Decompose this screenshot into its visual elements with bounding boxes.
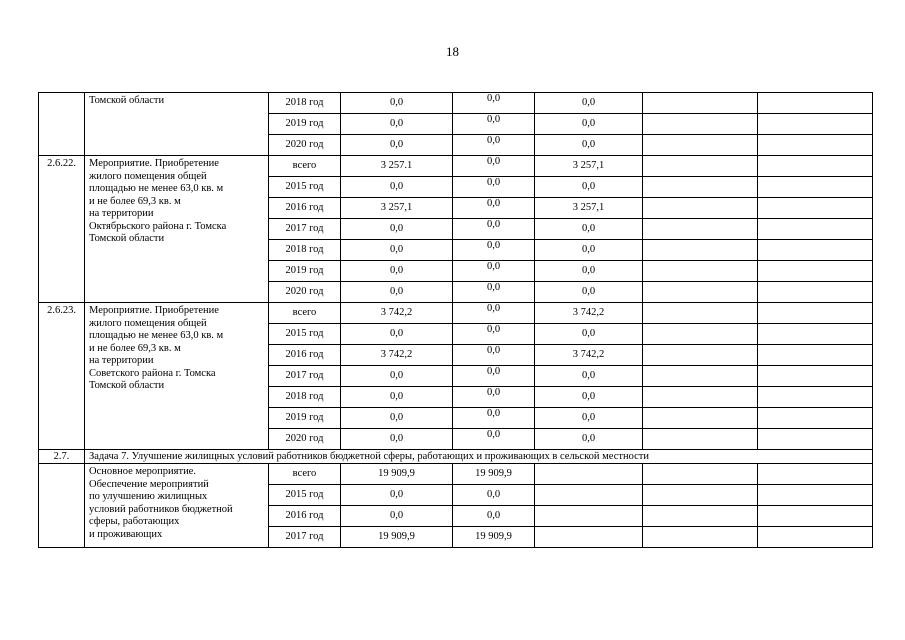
description-line: Советского района г. Томска [89, 367, 216, 379]
federal-cell [453, 408, 535, 429]
total-cell: 0,0 [341, 282, 453, 303]
other-cell [758, 156, 873, 177]
other-cell [758, 506, 873, 527]
regional-cell: 3 742,2 [535, 345, 643, 366]
local-cell [643, 93, 758, 114]
federal-cell [453, 324, 535, 345]
table-row [39, 93, 873, 114]
local-cell [643, 282, 758, 303]
description-line: Обеспечение мероприятий [89, 478, 209, 490]
description-line: на территории [89, 208, 154, 219]
table-body [39, 93, 873, 548]
total-cell: 0,0 [341, 93, 453, 114]
federal-cell [453, 198, 535, 219]
regional-cell: 0,0 [535, 219, 643, 240]
local-cell [643, 464, 758, 485]
other-cell [758, 408, 873, 429]
other-cell [758, 93, 873, 114]
total-cell: 0,0 [341, 485, 453, 506]
federal-value: 19 909,9 [475, 531, 512, 542]
local-cell [643, 366, 758, 387]
federal-cell [453, 464, 535, 485]
other-cell [758, 198, 873, 219]
regional-cell: 0,0 [535, 366, 643, 387]
other-cell [758, 464, 873, 485]
description-line: по улучшению жилищных [89, 491, 208, 502]
regional-cell [535, 527, 643, 548]
federal-value: 0,0 [486, 387, 501, 398]
local-cell [643, 177, 758, 198]
federal-cell [453, 527, 535, 548]
federal-value: 0,0 [486, 489, 501, 500]
year-cell: 2017 год [269, 366, 341, 387]
year-cell: всего [269, 303, 341, 324]
year-cell: всего [269, 156, 341, 177]
description-line: Томской области [89, 233, 165, 244]
total-cell: 0,0 [341, 506, 453, 527]
other-cell [758, 177, 873, 198]
regional-cell: 0,0 [535, 135, 643, 156]
year-cell: 2020 год [269, 429, 341, 450]
task-number: 2.7. [39, 450, 85, 464]
federal-value: 0,0 [486, 156, 501, 167]
other-cell [758, 387, 873, 408]
year-cell: 2015 год [269, 485, 341, 506]
federal-cell [453, 219, 535, 240]
local-cell [643, 240, 758, 261]
total-cell: 0,0 [341, 387, 453, 408]
total-cell: 3 257,1 [341, 198, 453, 219]
year-cell: 2015 год [269, 177, 341, 198]
total-cell: 3 257.1 [341, 156, 453, 177]
total-cell: 3 742,2 [341, 345, 453, 366]
regional-cell: 0,0 [535, 387, 643, 408]
federal-cell [453, 506, 535, 527]
task-row [39, 450, 873, 464]
local-cell [643, 485, 758, 506]
local-cell [643, 261, 758, 282]
other-cell [758, 429, 873, 450]
year-cell: 2017 год [269, 219, 341, 240]
federal-value: 0,0 [486, 219, 501, 230]
year-cell: 2018 год [269, 387, 341, 408]
regional-cell: 0,0 [535, 282, 643, 303]
regional-cell: 0,0 [535, 261, 643, 282]
federal-cell [453, 429, 535, 450]
local-cell [643, 219, 758, 240]
federal-cell [453, 261, 535, 282]
other-cell [758, 219, 873, 240]
other-cell [758, 303, 873, 324]
description-line: и не более 69,3 кв. м [89, 342, 181, 354]
other-cell [758, 282, 873, 303]
year-cell: 2018 год [269, 240, 341, 261]
description-line: сферы, работающих [89, 516, 180, 527]
page-number: 18 [446, 44, 459, 59]
year-cell: 2019 год [269, 408, 341, 429]
federal-value: 0,0 [486, 510, 501, 521]
description-line: жилого помещения общей [89, 170, 207, 182]
federal-value: 19 909,9 [475, 468, 512, 479]
federal-value: 0,0 [486, 198, 501, 209]
regional-cell [535, 485, 643, 506]
regional-cell: 0,0 [535, 93, 643, 114]
federal-cell [453, 366, 535, 387]
table-row [39, 303, 873, 324]
year-cell: 2020 год [269, 135, 341, 156]
local-cell [643, 135, 758, 156]
description-line: Томской области [89, 95, 165, 106]
total-cell: 0,0 [341, 408, 453, 429]
year-cell: 2017 год [269, 527, 341, 548]
local-cell [643, 506, 758, 527]
budget-table [38, 92, 873, 548]
total-cell: 19 909,9 [341, 527, 453, 548]
year-cell: 2019 год [269, 114, 341, 135]
federal-cell [453, 135, 535, 156]
other-cell [758, 261, 873, 282]
year-cell: всего [269, 464, 341, 485]
description-line: площадью не менее 63,0 кв. м [89, 183, 224, 194]
regional-cell: 0,0 [535, 408, 643, 429]
other-cell [758, 135, 873, 156]
federal-value: 0,0 [486, 177, 501, 188]
year-cell: 2016 год [269, 198, 341, 219]
local-cell [643, 198, 758, 219]
year-cell: 2015 год [269, 324, 341, 345]
federal-cell [453, 485, 535, 506]
local-cell [643, 114, 758, 135]
total-cell: 0,0 [341, 261, 453, 282]
year-cell: 2019 год [269, 261, 341, 282]
local-cell [643, 527, 758, 548]
total-cell: 0,0 [341, 114, 453, 135]
federal-value: 0,0 [486, 429, 501, 440]
total-cell: 19 909,9 [341, 464, 453, 485]
other-cell [758, 324, 873, 345]
regional-cell: 0,0 [535, 114, 643, 135]
table-row [39, 464, 873, 485]
federal-cell [453, 240, 535, 261]
other-cell [758, 114, 873, 135]
federal-value: 0,0 [486, 261, 501, 272]
regional-cell: 0,0 [535, 324, 643, 345]
other-cell [758, 527, 873, 548]
regional-cell: 0,0 [535, 240, 643, 261]
other-cell [758, 485, 873, 506]
description-line: площадью не менее 63,0 кв. м [89, 330, 224, 341]
item-number [39, 93, 85, 156]
description-line: Мероприятие. Приобретение [89, 305, 219, 316]
federal-value: 0,0 [486, 303, 501, 314]
regional-cell: 3 257,1 [535, 156, 643, 177]
description-line: и проживающих [89, 528, 163, 540]
item-description [85, 93, 269, 156]
local-cell [643, 429, 758, 450]
regional-cell: 3 742,2 [535, 303, 643, 324]
year-cell: 2016 год [269, 345, 341, 366]
federal-cell [453, 93, 535, 114]
item-description [85, 156, 269, 303]
regional-cell [535, 506, 643, 527]
federal-value: 0,0 [486, 408, 501, 419]
table-row [39, 156, 873, 177]
item-description [85, 303, 269, 450]
local-cell [643, 303, 758, 324]
federal-cell [453, 303, 535, 324]
item-number: 2.6.22. [39, 156, 85, 303]
description-line: Мероприятие. Приобретение [89, 158, 219, 169]
total-cell: 0,0 [341, 429, 453, 450]
regional-cell [535, 464, 643, 485]
description-line: на территории [89, 355, 154, 366]
year-cell: 2020 год [269, 282, 341, 303]
year-cell: 2016 год [269, 506, 341, 527]
federal-value: 0,0 [486, 240, 501, 251]
description-line: и не более 69,3 кв. м [89, 195, 181, 207]
federal-value: 0,0 [486, 366, 501, 377]
federal-cell [453, 387, 535, 408]
local-cell [643, 156, 758, 177]
federal-cell [453, 156, 535, 177]
other-cell [758, 366, 873, 387]
description-line: Октябрьского района г. Томска [89, 220, 227, 232]
federal-value: 0,0 [486, 324, 501, 335]
total-cell: 0,0 [341, 177, 453, 198]
local-cell [643, 324, 758, 345]
item-description [85, 464, 269, 548]
federal-cell [453, 177, 535, 198]
total-cell: 0,0 [341, 366, 453, 387]
year-cell: 2018 год [269, 93, 341, 114]
other-cell [758, 240, 873, 261]
task-title: Задача 7. Улучшение жилищных условий работников бюджетной сферы, работающих и проживающих в сельской местности [85, 450, 873, 464]
federal-value: 0,0 [486, 114, 501, 125]
total-cell: 0,0 [341, 324, 453, 345]
federal-cell [453, 345, 535, 366]
item-number: 2.6.23. [39, 303, 85, 450]
total-cell: 3 742,2 [341, 303, 453, 324]
local-cell [643, 345, 758, 366]
federal-value: 0,0 [486, 345, 501, 356]
total-cell: 0,0 [341, 219, 453, 240]
federal-value: 0,0 [486, 93, 501, 104]
federal-value: 0,0 [486, 282, 501, 293]
total-cell: 0,0 [341, 135, 453, 156]
total-cell: 0,0 [341, 240, 453, 261]
description-line: Томской области [89, 380, 165, 391]
description-line: условий работников бюджетной [89, 503, 233, 515]
item-number [39, 464, 85, 548]
federal-cell [453, 114, 535, 135]
regional-cell: 3 257,1 [535, 198, 643, 219]
description-line: Основное мероприятие. [89, 466, 196, 477]
local-cell [643, 408, 758, 429]
description-line: жилого помещения общей [89, 317, 207, 329]
regional-cell: 0,0 [535, 177, 643, 198]
local-cell [643, 387, 758, 408]
federal-value: 0,0 [486, 135, 501, 146]
other-cell [758, 345, 873, 366]
regional-cell: 0,0 [535, 429, 643, 450]
federal-cell [453, 282, 535, 303]
